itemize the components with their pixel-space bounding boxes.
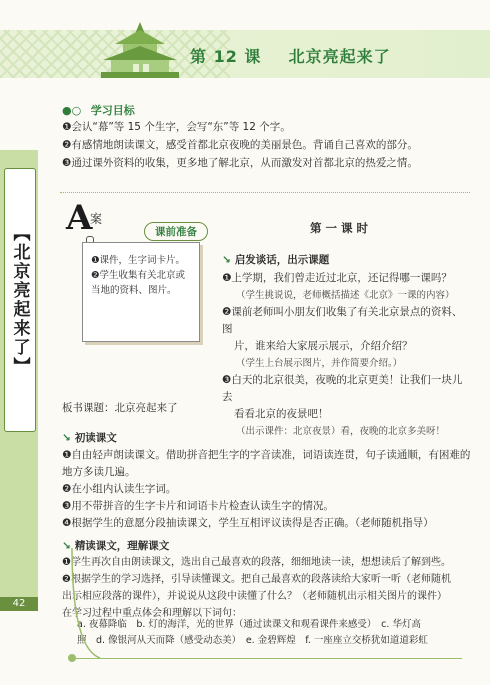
decorative-curve <box>42 548 102 668</box>
section-marker-icon: ↘ <box>62 432 71 444</box>
text-line: ❷在小组内认读生字词。 <box>62 483 177 495</box>
text-line: 看看北京的夜景吧！ <box>234 408 329 420</box>
text-line: 出示相应段落的课件），并说说从这段中读懂了什么？（老师随机出示相关图片的课件） <box>62 591 447 602</box>
bullet-dots-icon: ●○ <box>62 104 82 117</box>
section-heading: ↘ 精读课文，理解课文 <box>62 540 170 552</box>
example-line: 照 d. 像银河从天而降（感受动态美） e. 金碧辉煌 f. 一座座立交桥犹如道道彩虹 <box>77 635 428 646</box>
period-title: 第一课时 <box>310 221 372 235</box>
text-line: 片，谁来给大家展示展示，介绍介绍？ <box>234 340 413 352</box>
divider <box>60 192 470 193</box>
plan-suffix: 案 <box>90 212 103 226</box>
tiananmen-icon <box>95 20 185 84</box>
objectives-list <box>62 118 472 172</box>
text-line: （出示课件：北京夜景）看，夜晚的北京多美呀！ <box>236 426 446 437</box>
lesson-number: 第 12 课 <box>190 47 262 66</box>
text-line: ❶学生再次自由朗读课文，选出自己最喜欢的段落，细细地读一读，想想读后了解到些。 <box>62 557 451 568</box>
text-line: ❷课前老师叫小朋友们收集了有关北京景点的资料、图 <box>222 306 463 335</box>
board-title: 板书课题：北京亮起来了 <box>62 402 178 414</box>
text-line: （学生挑说说，老师概括描述《北京》一课的内容） <box>236 290 455 301</box>
text-line: 在学习过程中重点体会和理解以下词句： <box>62 608 242 619</box>
section-heading: ↘ 初读课文 <box>62 432 117 444</box>
objectives-heading: ●○ 学习目标 <box>62 104 135 117</box>
section-body <box>62 447 472 532</box>
prep-tag: 课前准备 <box>144 222 208 241</box>
example-line: a. 夜幕降临 b. 灯的海洋，光的世界（通过读课文和观看课件来感受） c. 华灯高 <box>77 619 421 630</box>
page-number: 42 <box>0 597 38 611</box>
prep-item: ❷学生收集有关北京或当地的资料、图片。 <box>91 270 186 296</box>
section-marker-icon: ↘ <box>62 540 71 552</box>
lesson-name: 北京亮起来了 <box>288 47 391 66</box>
objective-item: ❶会认“幕”等 15 个生字，会写“东”等 12 个字。 <box>62 121 291 133</box>
objective-item: ❸通过课外资料的收集，更多地了解北京，从而激发对首都北京的热爱之情。 <box>62 157 418 169</box>
text-line: ❶上学期，我们曾走近过北京，还记得哪一课吗？ <box>222 272 452 284</box>
section-marker-icon: ↘ <box>222 254 231 266</box>
text-line: ❸白天的北京很美，夜晚的北京更美！让我们一块儿去 <box>222 374 463 403</box>
section-body <box>222 270 472 440</box>
text-line: ❷根据学生的学习选择，引导读懂课文。把自己最喜欢的段落读给大家听一听（老师随机 <box>62 574 451 585</box>
text-line: ❶自由轻声朗读课文。借助拼音把生字的字音读准，词语读连贯，句子读通顺，有困难的 <box>62 449 471 461</box>
text-line: 地方多读几遍。 <box>62 466 136 478</box>
text-line: （学生上台展示图片，并作简要介绍。） <box>236 358 403 369</box>
prep-note-card <box>82 242 200 342</box>
text-line: ❸用不带拼音的生字卡片和词语卡片检查认读生字的情况。 <box>62 500 334 512</box>
lesson-title <box>190 44 391 67</box>
examples-list <box>77 617 477 649</box>
sidebar-title: 【北京亮起来了】 <box>4 168 36 432</box>
bottom-rule <box>72 658 462 659</box>
plan-letter: A <box>66 198 93 238</box>
header-band <box>0 30 490 78</box>
text-line: ❹根据学生的意愿分段抽读课文，学生互相评议读得是否正确。（老师随机指导） <box>62 517 434 529</box>
section-body <box>62 554 474 622</box>
section-heading: ↘ 启发谈话，出示课题 <box>222 254 330 266</box>
objective-item: ❷有感情地朗读课文，感受首都北京夜晚的美丽景色。背诵自己喜欢的部分。 <box>62 139 418 151</box>
prep-item: ❶课件，生字词卡片。 <box>91 255 186 266</box>
